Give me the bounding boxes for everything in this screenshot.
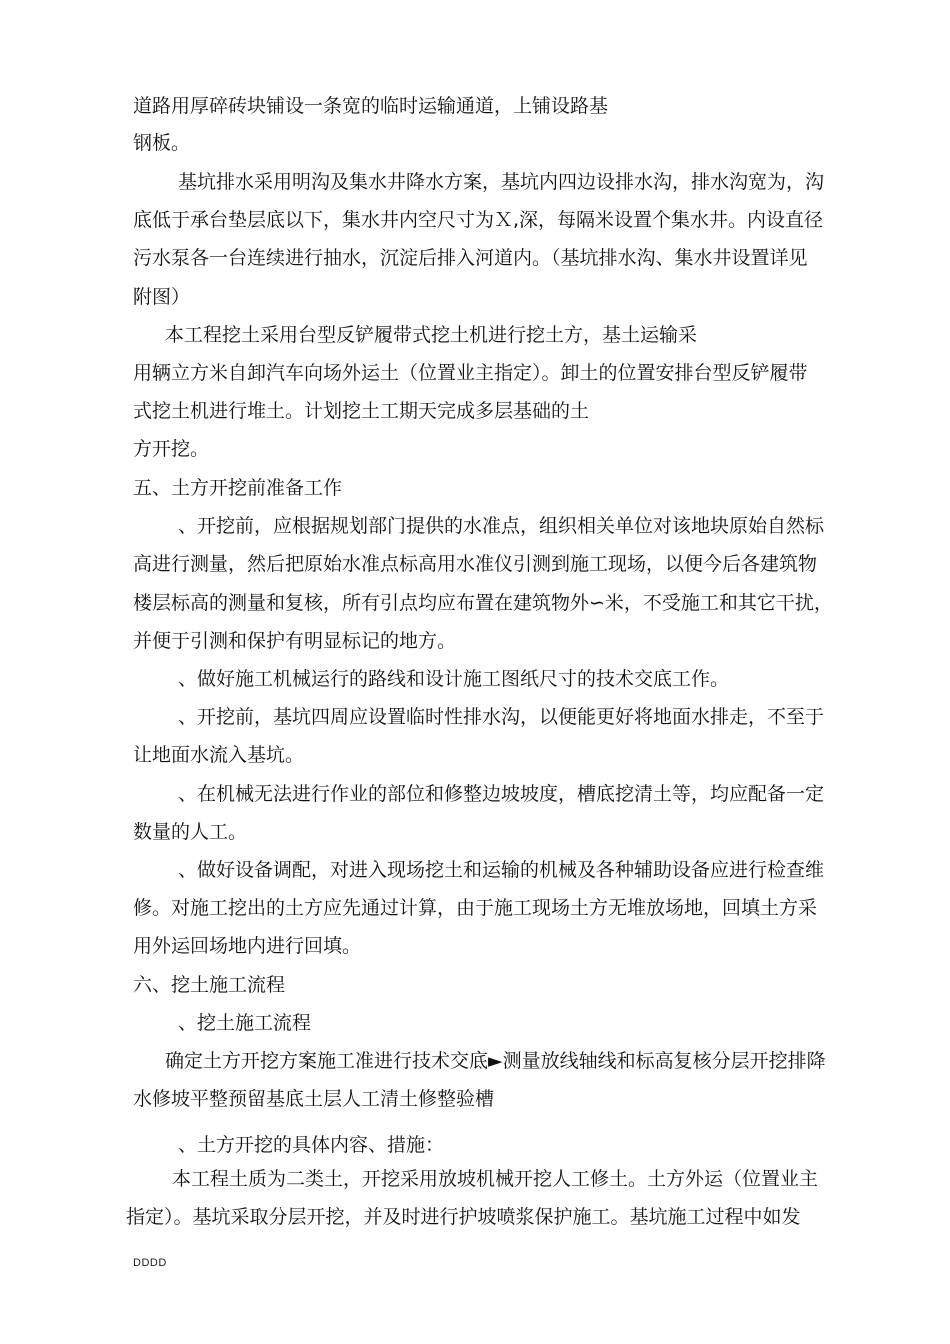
text-line: 指定）。基坑采取分层开挖，并及时进行护坡喷浆保护施工。基坑施工过程中如发 [126, 1206, 801, 1228]
text-line: 道路用厚碎砖块铺设一条宽的临时运输通道，上铺设路基 [133, 95, 609, 117]
text-line: 基坑排水采用明沟及集水井降水方案，基坑内四边设排水沟，排水沟宽为，沟 [178, 171, 825, 193]
text-line: 本工程土质为二类土，开挖采用放坡机械开挖人工修土。土方外运（位置业主 [172, 1168, 819, 1190]
text-line: 让地面水流入基坑。 [133, 744, 305, 766]
subsection-heading: 、挖土施工流程 [178, 1012, 312, 1034]
text-line: 、在机械无法进行作业的部位和修整边坡坡度，槽底挖清土等，均应配备一定 [178, 783, 825, 805]
text-line: 修。对施工挖出的土方应先通过计算，由于施工现场土方无堆放场地，回填土方采 [133, 897, 818, 919]
text-line: 、开挖前，应根据规划部门提供的水准点，组织相关单位对该地块原始自然标 [178, 515, 825, 537]
text-line: 楼层标高的测量和复核，所有引点均应布置在建筑物外∽米，不受施工和其它干扰， [133, 592, 833, 614]
text-line: 钢板。 [133, 132, 191, 154]
text-line: 用辆立方米自卸汽车向场外运土（位置业主指定）。卸土的位置安排台型反铲履带 [133, 362, 808, 384]
page-footer: DDDD [133, 1257, 167, 1269]
text-line: 、做好施工机械运行的路线和设计施工图纸尺寸的技术交底工作。 [178, 668, 730, 690]
text-line: 式挖土机进行堆土。计划挖土工期天完成多层基础的土 [133, 400, 590, 422]
text-line: 本工程挖土采用台型反铲履带式挖土机进行挖土方，基土运输采 [165, 324, 698, 346]
text-line: 污水泵各一台连续进行抽水，沉淀后排入河道内。（基坑排水沟、集水井设置详见 [133, 247, 808, 269]
section-heading: 六、挖土施工流程 [133, 974, 286, 996]
section-heading: 五、土方开挖前准备工作 [133, 477, 343, 499]
text-line: 数量的人工。 [133, 821, 248, 843]
text-line: 底低于承台垫层底以下，集水井内空尺寸为Ｘ,深，每隔米设置个集水井。内设直径 [133, 209, 824, 231]
text-line: 、开挖前，基坑四周应设置临时性排水沟，以便能更好将地面水排走，不至于 [178, 706, 825, 728]
text-line: 用外运回场地内进行回填。 [133, 935, 362, 957]
subsection-heading: 、土方开挖的具体内容、措施： [178, 1134, 445, 1156]
text-line: 水修坡平整预留基底土层人工清土修整验槽 [133, 1088, 495, 1110]
text-line: 附图） [133, 286, 191, 308]
text-line: 方开挖。 [133, 438, 210, 460]
text-line: 、做好设备调配，对进入现场挖土和运输的机械及各种辅助设备应进行检查维 [178, 859, 825, 881]
text-line: 高进行测量，然后把原始水准点标高用水准仪引测到施工现场，以便今后各建筑物 [133, 553, 818, 575]
text-line: 并便于引测和保护有明显标记的地方。 [133, 630, 457, 652]
text-line: 确定土方开挖方案施工准进行技术交底►测量放线轴线和标高复核分层开挖排降 [165, 1050, 826, 1072]
